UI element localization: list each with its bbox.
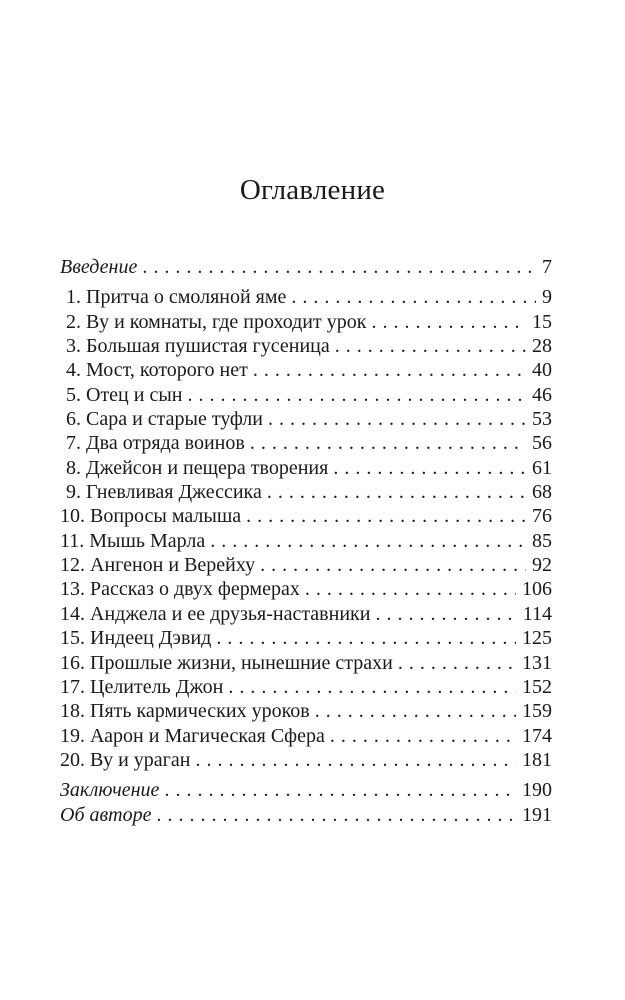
toc-entry-label: 7. Два отряда воинов [66, 432, 245, 455]
dot-leader [333, 456, 526, 480]
dot-leader [246, 504, 526, 528]
dot-leader [216, 626, 516, 650]
toc-entry-page: 159 [522, 700, 552, 723]
toc-entry-page: 131 [522, 651, 552, 674]
dot-leader [375, 602, 516, 626]
toc-entry-label: 6. Сара и старые туфли [66, 408, 263, 431]
toc-entry-label: 16. Прошлые жизни, нынешние страхи [60, 651, 393, 674]
toc-entry-chapter [60, 310, 552, 334]
toc-entry-page: 181 [522, 748, 552, 771]
toc-title: Оглавление [239, 174, 386, 206]
toc-entry-page: 68 [532, 481, 552, 504]
toc-entry-page: 125 [522, 627, 552, 650]
toc-entry-page: 9 [542, 286, 552, 309]
toc-entry-label: 4. Мост, которого нет [66, 359, 248, 382]
toc-entry-chapter [60, 577, 552, 601]
toc-entry-chapter [60, 358, 552, 382]
toc-entry-about-author [60, 803, 552, 827]
dot-leader [305, 577, 516, 601]
toc-entry-label: 3. Большая пушистая гусеница [66, 335, 330, 358]
dot-leader [291, 285, 536, 309]
toc-entry-chapter [60, 407, 552, 431]
toc-entry-page: 56 [532, 432, 552, 455]
toc-entry-page: 40 [532, 359, 552, 382]
toc-entry-label: 2. Ву и комнаты, где проходит урок [66, 310, 367, 333]
toc-entry-page: 46 [532, 383, 552, 406]
dot-leader [267, 480, 526, 504]
dot-leader [195, 748, 516, 772]
toc-entry-label: 11. Мышь Марла [60, 529, 206, 552]
toc-entry-chapter [60, 626, 552, 650]
toc-entry-chapter [60, 724, 552, 748]
toc-entry-chapter [60, 529, 552, 553]
toc-entry-page: 7 [542, 256, 552, 278]
toc-entry-label: 1. Притча о смоляной яме [66, 286, 287, 309]
toc-entry-label: 8. Джейсон и пещера творения [66, 456, 329, 479]
toc-entry-page: 174 [522, 724, 552, 747]
dot-leader [253, 358, 526, 382]
toc-entry-page: 152 [522, 675, 552, 698]
toc-entry-page: 106 [522, 578, 552, 601]
toc-entry-chapter [60, 431, 552, 455]
dot-leader [210, 529, 526, 553]
toc-entry-chapter [60, 285, 552, 309]
toc-entry-chapter [60, 651, 552, 675]
dot-leader [330, 724, 516, 748]
dot-leader [157, 803, 516, 827]
dot-leader [142, 255, 536, 279]
toc-entry-label: 20. Ву и ураган [60, 748, 191, 771]
dot-leader [260, 553, 526, 577]
dot-leader [164, 778, 516, 802]
toc-entry-intro [60, 255, 552, 279]
toc-entry-chapter [60, 553, 552, 577]
toc-entry-label: Введение [60, 256, 138, 278]
toc-chapter-list [60, 285, 552, 772]
dot-leader [268, 407, 526, 431]
toc-entry-chapter [60, 699, 552, 723]
toc-entry-page: 53 [532, 408, 552, 431]
toc-entry-chapter [60, 334, 552, 358]
toc-entry-label: 5. Отец и сын [66, 383, 183, 406]
toc-entry-page: 114 [522, 602, 552, 625]
toc-entry-chapter [60, 383, 552, 407]
dot-leader [315, 699, 516, 723]
toc-entry-label: Заключение [60, 779, 160, 802]
toc-entry-label: 9. Гневливая Джессика [66, 481, 262, 504]
toc-entry-chapter [60, 675, 552, 699]
toc-entry-label: 10. Вопросы малыша [60, 505, 242, 528]
toc-entry-page: 191 [522, 803, 552, 826]
toc-entry-label: 15. Индеец Дэвид [60, 627, 212, 650]
toc-entry-label: 19. Аарон и Магическая Сфера [60, 724, 325, 747]
dot-leader [371, 310, 526, 334]
toc-entry-chapter [60, 480, 552, 504]
table-of-contents [60, 255, 552, 827]
toc-entry-label: 13. Рассказ о двух фермерах [60, 578, 300, 601]
toc-entry-page: 15 [532, 310, 552, 333]
dot-leader [335, 334, 526, 358]
toc-entry-label: 12. Ангенон и Верейху [60, 554, 256, 577]
toc-entry-chapter [60, 456, 552, 480]
toc-entry-chapter [60, 748, 552, 772]
toc-entry-label: 14. Анджела и ее друзья-наставники [60, 602, 371, 625]
toc-entry-chapter [60, 602, 552, 626]
toc-entry-page: 190 [522, 779, 552, 802]
toc-entry-label: 18. Пять кармических уроков [60, 700, 310, 723]
toc-entry-page: 76 [532, 505, 552, 528]
toc-entry-page: 85 [532, 529, 552, 552]
toc-entry-label: Об авторе [60, 803, 152, 826]
dot-leader [250, 431, 526, 455]
toc-entry-page: 92 [532, 554, 552, 577]
toc-entry-conclusion [60, 778, 552, 802]
toc-entry-chapter [60, 504, 552, 528]
dot-leader [228, 675, 516, 699]
toc-entry-page: 28 [532, 335, 552, 358]
toc-entry-page: 61 [532, 456, 552, 479]
dot-leader [187, 383, 526, 407]
toc-entry-label: 17. Целитель Джон [60, 675, 224, 698]
dot-leader [398, 651, 516, 675]
